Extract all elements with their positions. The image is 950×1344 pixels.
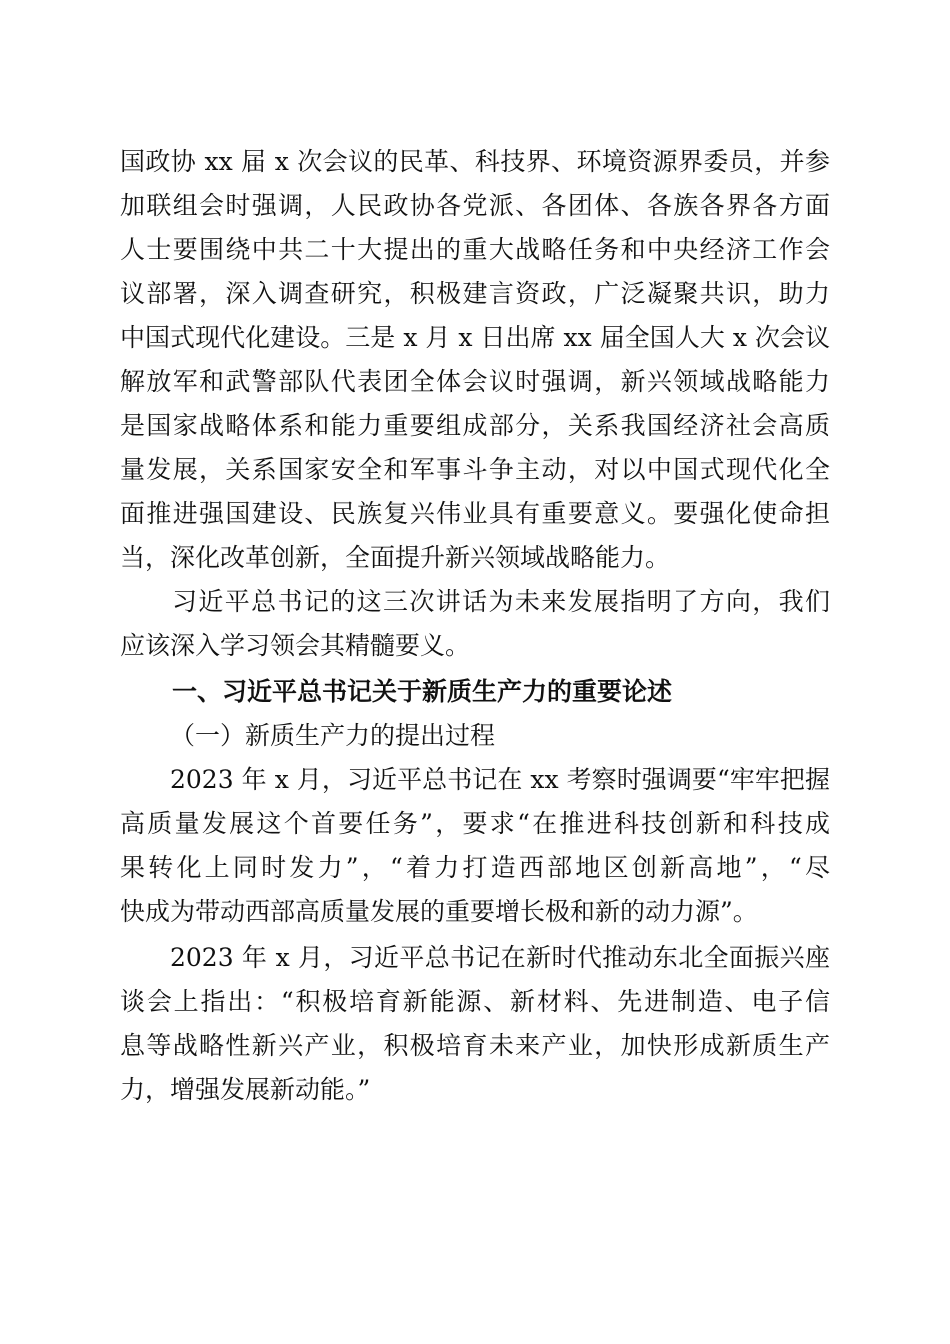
paragraph-line: 量发展，关系国家安全和军事斗争主动，对以中国式现代化全 bbox=[120, 455, 830, 484]
paragraph-line: 2023 年 x 月，习近平总书记在 xx 考察时强调要“牢牢把握 bbox=[170, 765, 830, 794]
section-heading: 一、习近平总书记关于新质生产力的重要论述 bbox=[172, 677, 673, 706]
paragraph-line: 谈会上指出：“积极培育新能源、新材料、先进制造、电子信 bbox=[120, 987, 830, 1016]
paragraph-line: 力，增强发展新动能。” bbox=[120, 1075, 371, 1104]
paragraph-line: 人士要围绕中共二十大提出的重大战略任务和中央经济工作会 bbox=[120, 235, 830, 264]
paragraph-line: 快成为带动西部高质量发展的重要增长极和新的动力源”。 bbox=[120, 897, 758, 926]
paragraph-line: 加联组会时强调，人民政协各党派、各团体、各族各界各方面 bbox=[120, 191, 830, 220]
paragraph-line: 是国家战略体系和能力重要组成部分，关系我国经济社会高质 bbox=[120, 411, 830, 440]
paragraph-line: 果转化上同时发力”，“着力打造西部地区创新高地”，“尽 bbox=[120, 853, 830, 882]
paragraph-line: 解放军和武警部队代表团全体会议时强调，新兴领域战略能力 bbox=[120, 367, 830, 396]
paragraph-line: 面推进强国建设、民族复兴伟业具有重要意义。要强化使命担 bbox=[120, 499, 830, 528]
paragraph-line: 习近平总书记的这三次讲话为未来发展指明了方向，我们 bbox=[172, 587, 830, 616]
paragraph-line: 中国式现代化建设。三是 x 月 x 日出席 xx 届全国人大 x 次会议 bbox=[120, 323, 830, 352]
paragraph-line: 国政协 xx 届 x 次会议的民革、科技界、环境资源界委员，并参 bbox=[120, 147, 830, 176]
paragraph-line: 应该深入学习领会其精髓要义。 bbox=[120, 631, 471, 660]
paragraph-line: 2023 年 x 月，习近平总书记在新时代推动东北全面振兴座 bbox=[170, 943, 830, 972]
subsection-heading: （一）新质生产力的提出过程 bbox=[170, 721, 496, 750]
paragraph-line: 高质量发展这个首要任务”，要求“在推进科技创新和科技成 bbox=[120, 809, 830, 838]
paragraph-line: 息等战略性新兴产业，积极培育未来产业，加快形成新质生产 bbox=[120, 1031, 830, 1060]
paragraph-line: 当，深化改革创新，全面提升新兴领域战略能力。 bbox=[120, 543, 671, 572]
paragraph-line: 议部署，深入调查研究，积极建言资政，广泛凝聚共识，助力 bbox=[120, 279, 830, 308]
